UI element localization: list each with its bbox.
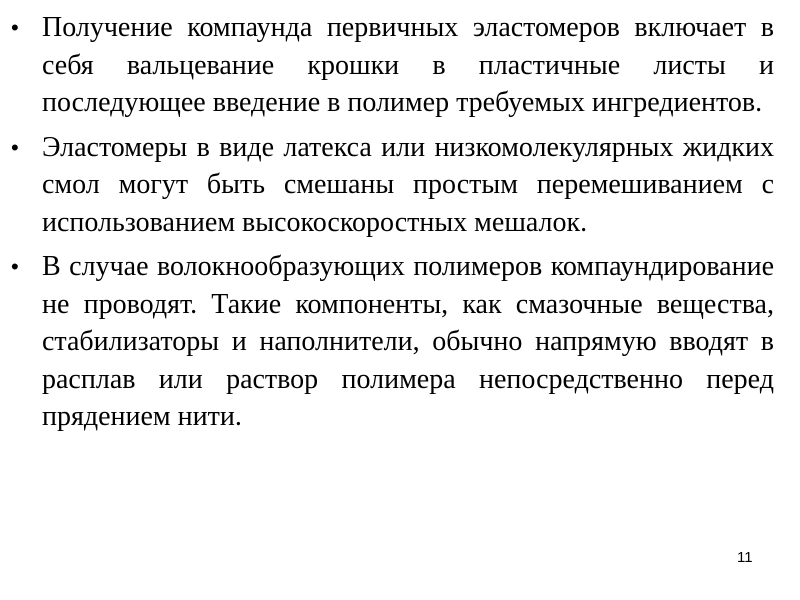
bullet-marker: • — [11, 254, 19, 279]
bullet-item-3 — [0, 248, 800, 436]
bullet-text: Получение компаунда первичных эластомеров включает в себя вальцевание крошки в пластичные листы и последующее введение в полимер требуемых ингредиентов. — [42, 12, 774, 118]
bullet-text: В случае волокнообразующих полимеров компаундирование не проводят. Такие компоненты, как смазочные вещества, стабилизаторы и наполнители, обычно напрямую вводят в расплав или раствор полимера непосредственно перед прядением нити. — [42, 251, 774, 432]
bullet-item-1 — [0, 9, 800, 122]
bullet-text: Эластомеры в виде латекса или низкомолекулярных жидких смол могут быть смешаны простым перемешиванием с использованием высокоскоростных мешалок. — [42, 131, 774, 238]
bullet-item-2 — [0, 129, 800, 242]
bullet-list — [0, 9, 800, 443]
bullet-marker: • — [11, 134, 19, 160]
page-number: 11 — [737, 549, 753, 566]
bullet-marker: • — [11, 15, 19, 40]
